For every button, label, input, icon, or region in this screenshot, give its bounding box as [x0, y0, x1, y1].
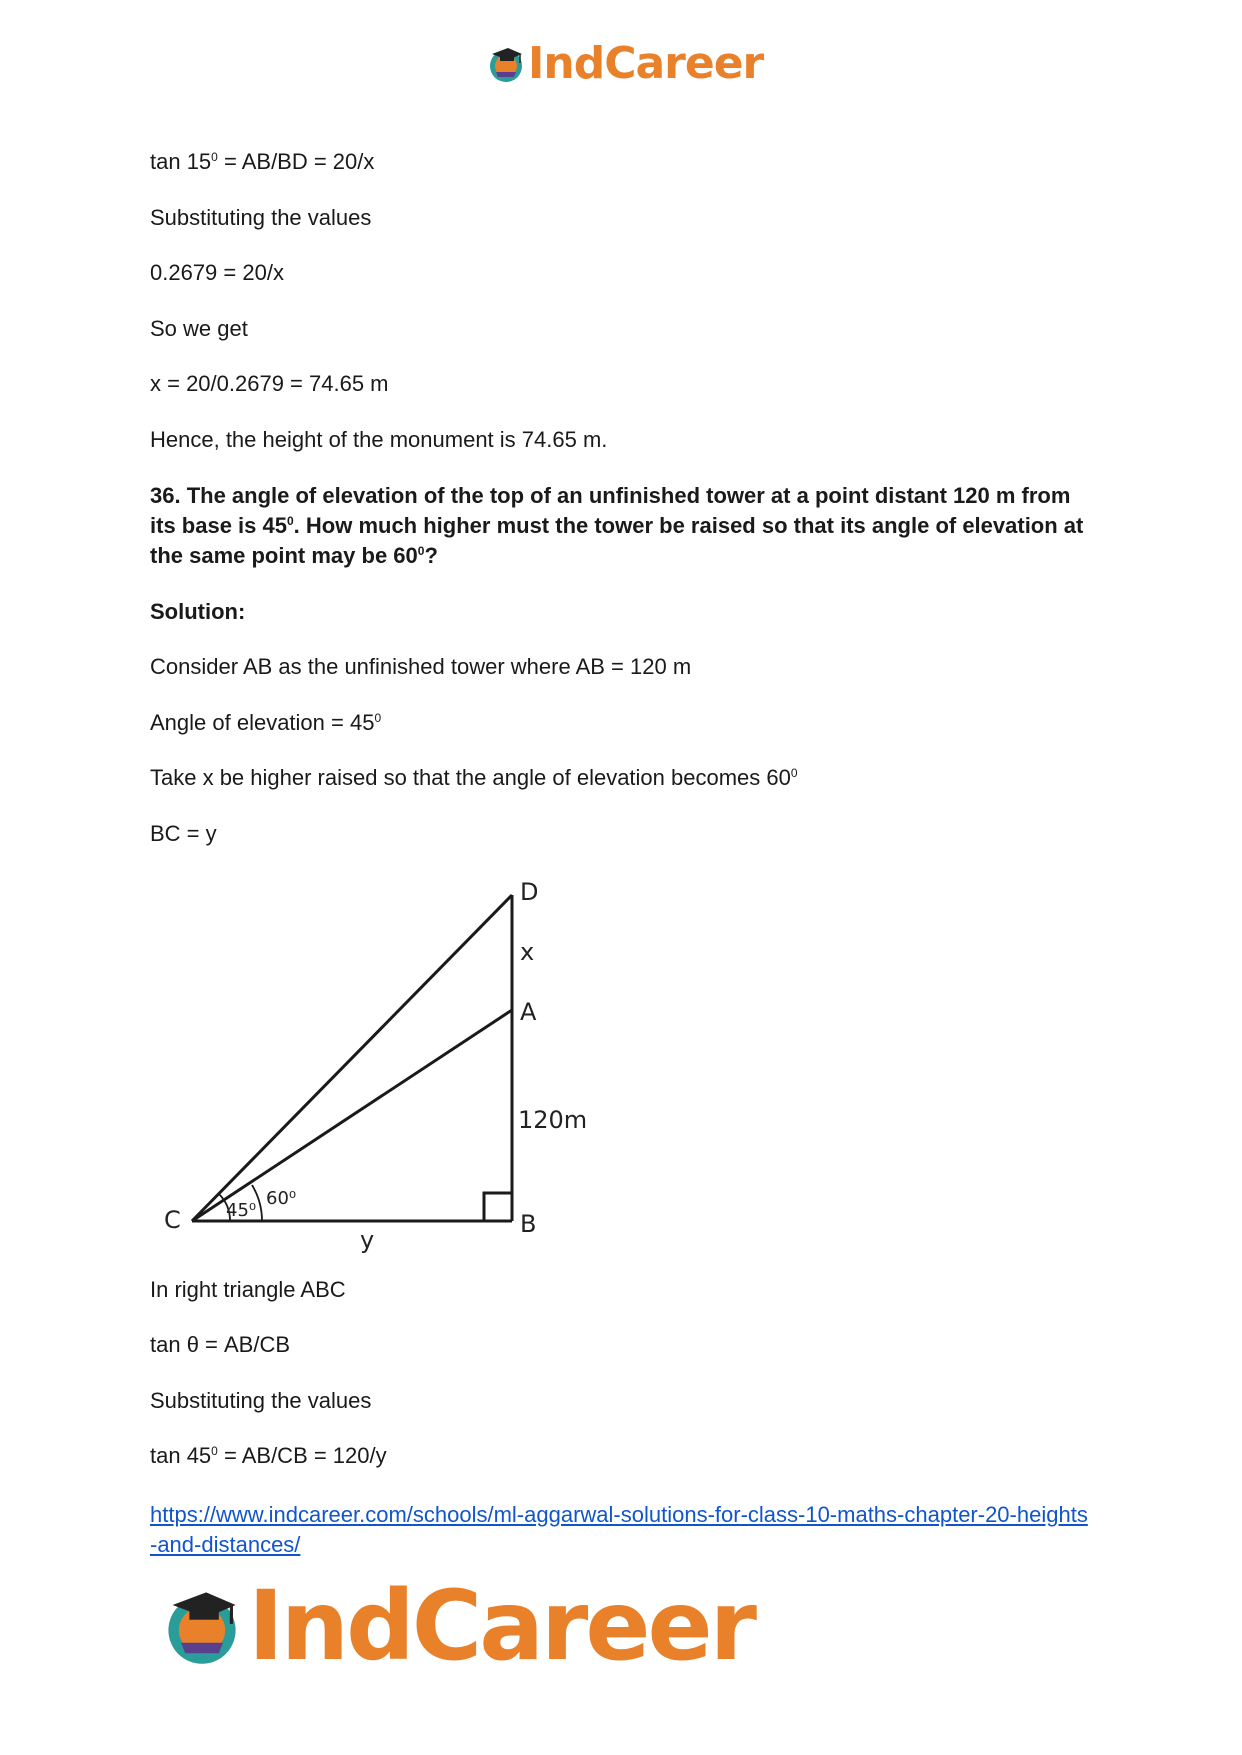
indcareer-source-link[interactable]: https://www.indcareer.com/schools/ml-aggarwal-solutions-for-class-10-maths-chapter-20-heights-and-distances/: [150, 1502, 1088, 1557]
conclusion-line: Hence, the height of the monument is 74.65 m.: [150, 427, 608, 452]
tower-elevation-figure: [150, 860, 610, 1260]
text-line: Substituting the values: [150, 205, 372, 230]
equation-line: tan θ = AB/CB: [150, 1332, 291, 1357]
text-line: Angle of elevation = $45^0$: [150, 710, 382, 735]
label-x: x: [520, 938, 535, 966]
text-line: Substituting the values: [150, 1388, 372, 1413]
equation-line: $\tan 15^0 = AB/BD = 20/x$: [150, 149, 375, 174]
line-cd: [192, 895, 512, 1221]
angle-label-45: 45⁰: [226, 1200, 257, 1221]
label-120m: 120m: [518, 1106, 588, 1134]
equation-line: 0.2679 = 20/x: [150, 260, 284, 285]
right-angle-mark: [484, 1193, 512, 1221]
equation-line: $\tan 45^0 = AB/CB = 120/y$: [150, 1443, 387, 1468]
indcareer-logo-footer: [160, 1570, 754, 1682]
angle-label-60: 60⁰: [266, 1188, 297, 1209]
text-line: In right triangle ABC: [150, 1277, 346, 1302]
text-line: BC = y: [150, 821, 217, 846]
text-line: Take x be higher raised so that the angle of elevation becomes $60^0$: [150, 765, 798, 790]
question-36: 36. The angle of elevation of the top of an unfinished tower at a point distant 120 m from its base is $45^0$. How much higher must the tower be raised so that its angle of elevation at the same point may be $60^0$?: [150, 483, 1084, 568]
label-c: C: [164, 1206, 181, 1234]
label-a: A: [520, 998, 537, 1026]
solution-heading: Solution:: [150, 599, 246, 624]
text-line: Consider AB as the unfinished tower where AB = 120 m: [150, 654, 692, 679]
graduation-cap-globe-icon: [486, 44, 526, 84]
equation-line: x = 20/0.2679 = 74.65 m: [150, 371, 389, 396]
label-d: D: [520, 878, 539, 906]
brand-name: IndCareer: [248, 1570, 754, 1682]
text-line: So we get: [150, 316, 248, 341]
label-b: B: [520, 1210, 537, 1238]
graduation-cap-globe-icon: [160, 1584, 244, 1668]
label-y: y: [360, 1226, 375, 1254]
brand-name: IndCareer: [528, 38, 764, 89]
indcareer-logo-header: [486, 38, 764, 89]
line-ca: [192, 1010, 512, 1221]
